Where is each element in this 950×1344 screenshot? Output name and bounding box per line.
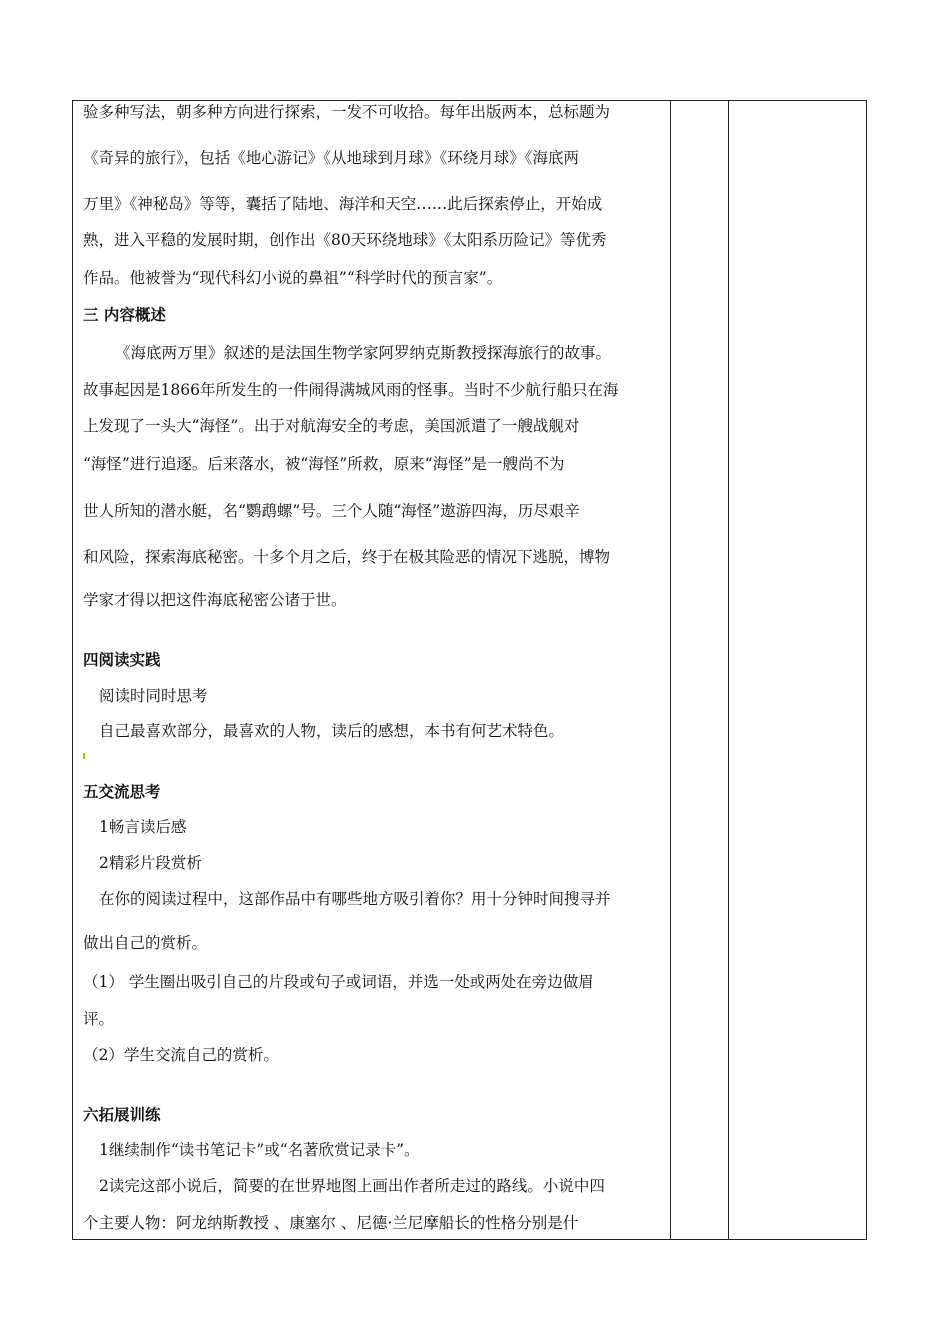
text-line: 2读完这部小说后，简要的在世界地图上画出作者所走过的路线。小说中四 xyxy=(99,1177,605,1195)
content-cell xyxy=(83,101,663,1239)
text-line: 1畅言读后感 xyxy=(99,818,187,836)
text-line: 和风险，探索海底秘密。十多个月之后，终于在极其险恶的情况下逃脱，博物 xyxy=(83,548,611,566)
text-line: 阅读时同时思考 xyxy=(99,687,208,705)
text-line: 1继续制作“读书笔记卡”或“名著欣赏记录卡”。 xyxy=(99,1141,420,1159)
section-heading: 五交流思考 xyxy=(83,783,161,801)
text-line: 世人所知的潜水艇，名“鹦鹉螺”号。三个人随“海怪”遨游四海，历尽艰辛 xyxy=(83,502,580,520)
text-line: 熟，进入平稳的发展时期，创作出《80天环绕地球》《太阳系历险记》等优秀 xyxy=(83,231,607,249)
marker-dot xyxy=(83,753,85,759)
section-heading: 四阅读实践 xyxy=(83,651,161,669)
text-line: （1） 学生圈出吸引自己的片段或句子或词语，并选一处或两处在旁边做眉 xyxy=(83,973,594,991)
text-line: 《海底两万里》叙述的是法国生物学家阿罗纳克斯教授探海旅行的故事。 xyxy=(115,344,612,362)
section-heading: 六拓展训练 xyxy=(83,1106,161,1124)
text-line: 评。 xyxy=(83,1010,115,1028)
text-line: “海怪”进行追逐。后来落水，被“海怪”所救，原来“海怪”是一艘尚不为 xyxy=(83,455,565,473)
text-line: 作品。他被誉为“现代科幻小说的鼻祖”“科学时代的预言家”。 xyxy=(83,269,503,287)
section-heading: 三 内容概述 xyxy=(83,306,166,324)
text-line: 万里》《神秘岛》等等，囊括了陆地、海洋和天空……此后探索停止，开始成 xyxy=(83,195,603,213)
text-line: 2精彩片段赏析 xyxy=(99,854,202,872)
text-line: 验多种写法，朝多种方向进行探索，一发不可收拾。每年出版两本，总标题为 xyxy=(83,103,611,121)
text-line: 《奇异的旅行》，包括《地心游记》《从地球到月球》《环绕月球》《海底两 xyxy=(83,149,580,167)
text-line: 自己最喜欢部分，最喜欢的人物，读后的感想，本书有何艺术特色。 xyxy=(99,722,565,740)
text-line: 上发现了一头大“海怪”。出于对航海安全的考虑，美国派遣了一艘战舰对 xyxy=(83,417,580,435)
lesson-table xyxy=(72,100,867,1240)
column-divider xyxy=(670,101,671,1239)
text-line: 学家才得以把这件海底秘密公诸于世。 xyxy=(83,591,347,609)
text-line: 个主要人物：阿龙纳斯教授 、康塞尔 、尼德·兰尼摩船长的性格分别是什 xyxy=(83,1214,579,1232)
text-line: （2）学生交流自己的赏析。 xyxy=(83,1046,279,1064)
text-line: 做出自己的赏析。 xyxy=(83,934,208,952)
column-divider xyxy=(728,101,729,1239)
text-line: 故事起因是1866年所发生的一件闹得满城风雨的怪事。当时不少航行船只在海 xyxy=(83,381,619,399)
text-line: 在你的阅读过程中，这部作品中有哪些地方吸引着你？用十分钟时间搜寻并 xyxy=(99,890,611,908)
